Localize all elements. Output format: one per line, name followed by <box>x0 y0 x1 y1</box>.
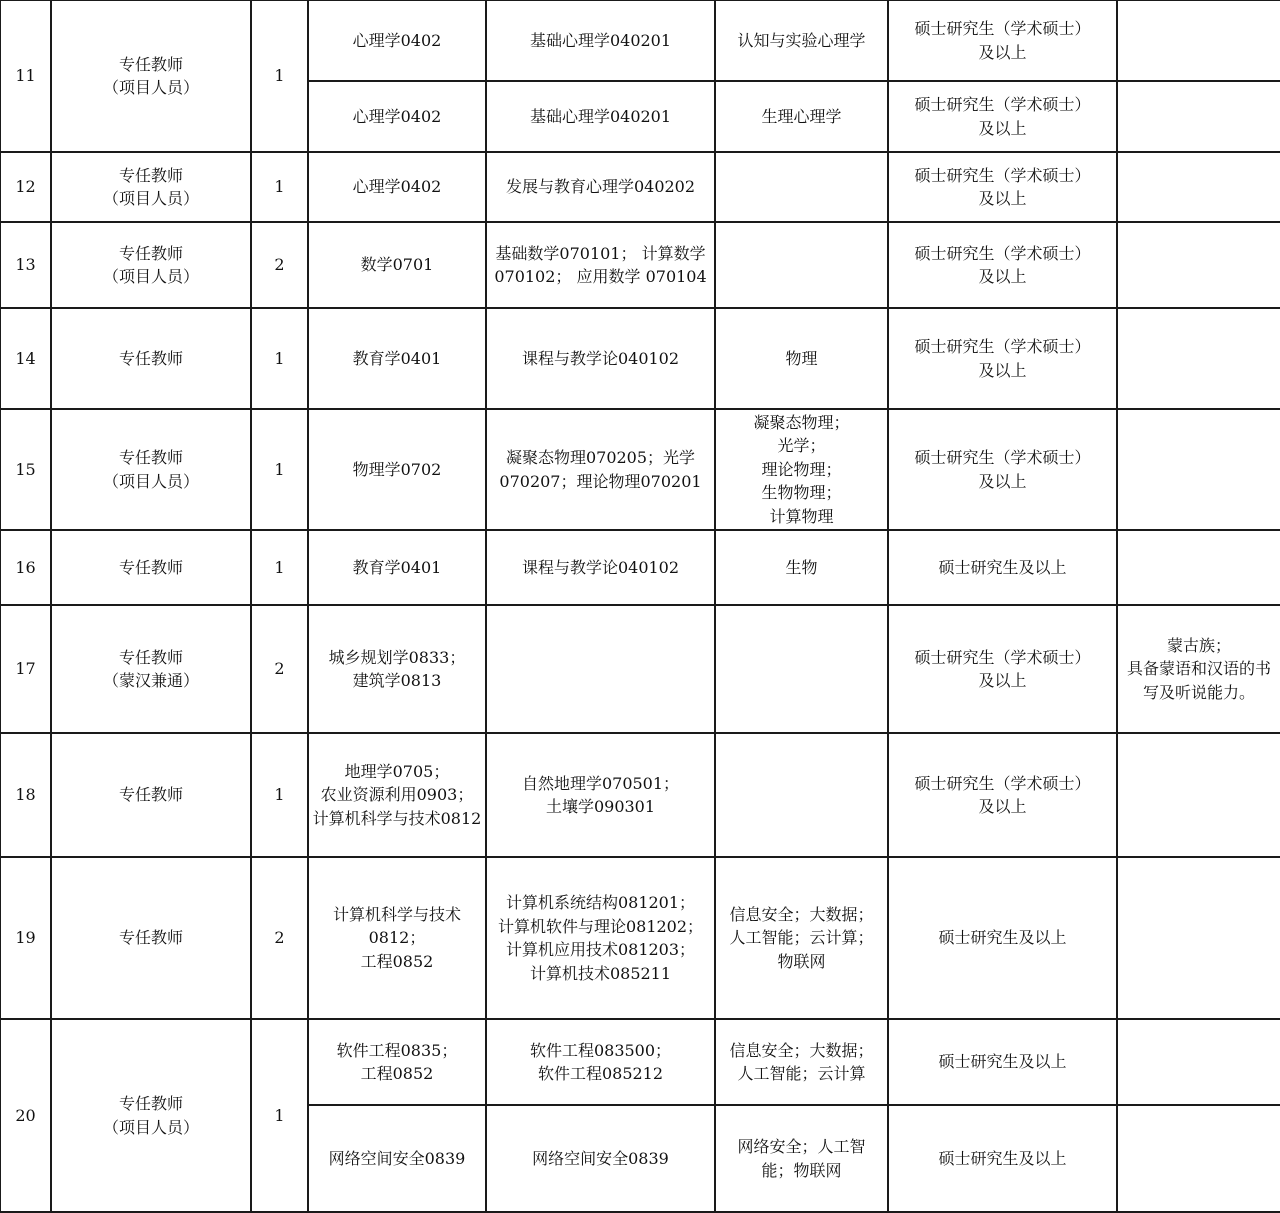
research-direction <box>715 605 888 733</box>
education-requirement: 硕士研究生及以上 <box>888 1105 1117 1212</box>
education-requirement: 硕士研究生（学术硕士） 及以上 <box>888 409 1117 530</box>
position-name: 专任教师 <box>51 733 251 857</box>
second-level-major: 计算机系统结构081201； 计算机软件与理论081202； 计算机应用技术081203； 计算机技术085211 <box>486 857 715 1019</box>
research-direction: 网络安全；人工智 能；物联网 <box>715 1105 888 1212</box>
research-direction: 生物 <box>715 530 888 605</box>
table-row <box>0 0 1280 81</box>
headcount: 1 <box>251 1019 308 1212</box>
row-number: 13 <box>0 222 51 308</box>
research-direction: 凝聚态物理； 光学； 理论物理； 生物物理； 计算物理 <box>715 409 888 530</box>
other-requirement <box>1117 733 1280 857</box>
table-row <box>0 409 1280 530</box>
other-requirement <box>1117 308 1280 409</box>
education-requirement: 硕士研究生及以上 <box>888 1019 1117 1105</box>
row-number: 11 <box>0 0 51 152</box>
row-number: 17 <box>0 605 51 733</box>
row-number: 20 <box>0 1019 51 1212</box>
education-requirement: 硕士研究生及以上 <box>888 857 1117 1019</box>
first-level-major: 软件工程0835； 工程0852 <box>308 1019 486 1105</box>
position-name: 专任教师 （项目人员） <box>51 409 251 530</box>
second-level-major: 课程与教学论040102 <box>486 530 715 605</box>
first-level-major: 心理学0402 <box>308 152 486 222</box>
headcount: 1 <box>251 308 308 409</box>
table-row <box>0 733 1280 857</box>
first-level-major: 数学0701 <box>308 222 486 308</box>
first-level-major: 心理学0402 <box>308 81 486 152</box>
position-name: 专任教师 （项目人员） <box>51 1019 251 1212</box>
row-number: 18 <box>0 733 51 857</box>
other-requirement: 蒙古族； 具备蒙语和汉语的书 写及听说能力。 <box>1117 605 1280 733</box>
first-level-major: 教育学0401 <box>308 308 486 409</box>
education-requirement: 硕士研究生（学术硕士） 及以上 <box>888 152 1117 222</box>
table-row <box>0 1019 1280 1105</box>
row-number: 15 <box>0 409 51 530</box>
other-requirement <box>1117 152 1280 222</box>
education-requirement: 硕士研究生（学术硕士） 及以上 <box>888 81 1117 152</box>
education-requirement: 硕士研究生及以上 <box>888 530 1117 605</box>
first-level-major: 教育学0401 <box>308 530 486 605</box>
second-level-major: 自然地理学070501； 土壤学090301 <box>486 733 715 857</box>
position-name: 专任教师 <box>51 308 251 409</box>
other-requirement <box>1117 1019 1280 1105</box>
other-requirement <box>1117 81 1280 152</box>
other-requirement <box>1117 409 1280 530</box>
education-requirement: 硕士研究生（学术硕士） 及以上 <box>888 0 1117 81</box>
second-level-major: 发展与教育心理学040202 <box>486 152 715 222</box>
first-level-major: 网络空间安全0839 <box>308 1105 486 1212</box>
position-name: 专任教师 （项目人员） <box>51 0 251 152</box>
row-number: 19 <box>0 857 51 1019</box>
second-level-major: 基础数学070101； 计算数学 070102； 应用数学 070104 <box>486 222 715 308</box>
position-name: 专任教师 <box>51 530 251 605</box>
education-requirement: 硕士研究生（学术硕士） 及以上 <box>888 733 1117 857</box>
research-direction: 认知与实验心理学 <box>715 0 888 81</box>
headcount: 1 <box>251 152 308 222</box>
second-level-major: 凝聚态物理070205；光学 070207；理论物理070201 <box>486 409 715 530</box>
second-level-major: 基础心理学040201 <box>486 81 715 152</box>
position-name: 专任教师 （项目人员） <box>51 222 251 308</box>
first-level-major: 心理学0402 <box>308 0 486 81</box>
position-name: 专任教师 （蒙汉兼通） <box>51 605 251 733</box>
headcount: 1 <box>251 0 308 152</box>
row-number: 12 <box>0 152 51 222</box>
table-row <box>0 605 1280 733</box>
second-level-major: 网络空间安全0839 <box>486 1105 715 1212</box>
education-requirement: 硕士研究生（学术硕士） 及以上 <box>888 308 1117 409</box>
first-level-major: 计算机科学与技术 0812； 工程0852 <box>308 857 486 1019</box>
headcount: 1 <box>251 530 308 605</box>
table-row <box>0 222 1280 308</box>
research-direction <box>715 152 888 222</box>
position-name: 专任教师 （项目人员） <box>51 152 251 222</box>
education-requirement: 硕士研究生（学术硕士） 及以上 <box>888 605 1117 733</box>
other-requirement <box>1117 857 1280 1019</box>
second-level-major: 课程与教学论040102 <box>486 308 715 409</box>
research-direction: 生理心理学 <box>715 81 888 152</box>
table-row <box>0 152 1280 222</box>
position-name: 专任教师 <box>51 857 251 1019</box>
headcount: 2 <box>251 222 308 308</box>
research-direction <box>715 222 888 308</box>
other-requirement <box>1117 530 1280 605</box>
second-level-major: 基础心理学040201 <box>486 0 715 81</box>
other-requirement <box>1117 222 1280 308</box>
research-direction: 物理 <box>715 308 888 409</box>
first-level-major: 物理学0702 <box>308 409 486 530</box>
first-level-major: 城乡规划学0833； 建筑学0813 <box>308 605 486 733</box>
second-level-major: 软件工程083500； 软件工程085212 <box>486 1019 715 1105</box>
first-level-major: 地理学0705； 农业资源利用0903； 计算机科学与技术0812 <box>308 733 486 857</box>
table-row <box>0 530 1280 605</box>
research-direction: 信息安全；大数据； 人工智能；云计算 <box>715 1019 888 1105</box>
research-direction: 信息安全；大数据； 人工智能；云计算； 物联网 <box>715 857 888 1019</box>
row-number: 16 <box>0 530 51 605</box>
research-direction <box>715 733 888 857</box>
headcount: 1 <box>251 409 308 530</box>
headcount: 2 <box>251 605 308 733</box>
other-requirement <box>1117 0 1280 81</box>
table-row <box>0 308 1280 409</box>
headcount: 1 <box>251 733 308 857</box>
headcount: 2 <box>251 857 308 1019</box>
row-number: 14 <box>0 308 51 409</box>
second-level-major <box>486 605 715 733</box>
table-row <box>0 857 1280 1019</box>
other-requirement <box>1117 1105 1280 1212</box>
education-requirement: 硕士研究生（学术硕士） 及以上 <box>888 222 1117 308</box>
